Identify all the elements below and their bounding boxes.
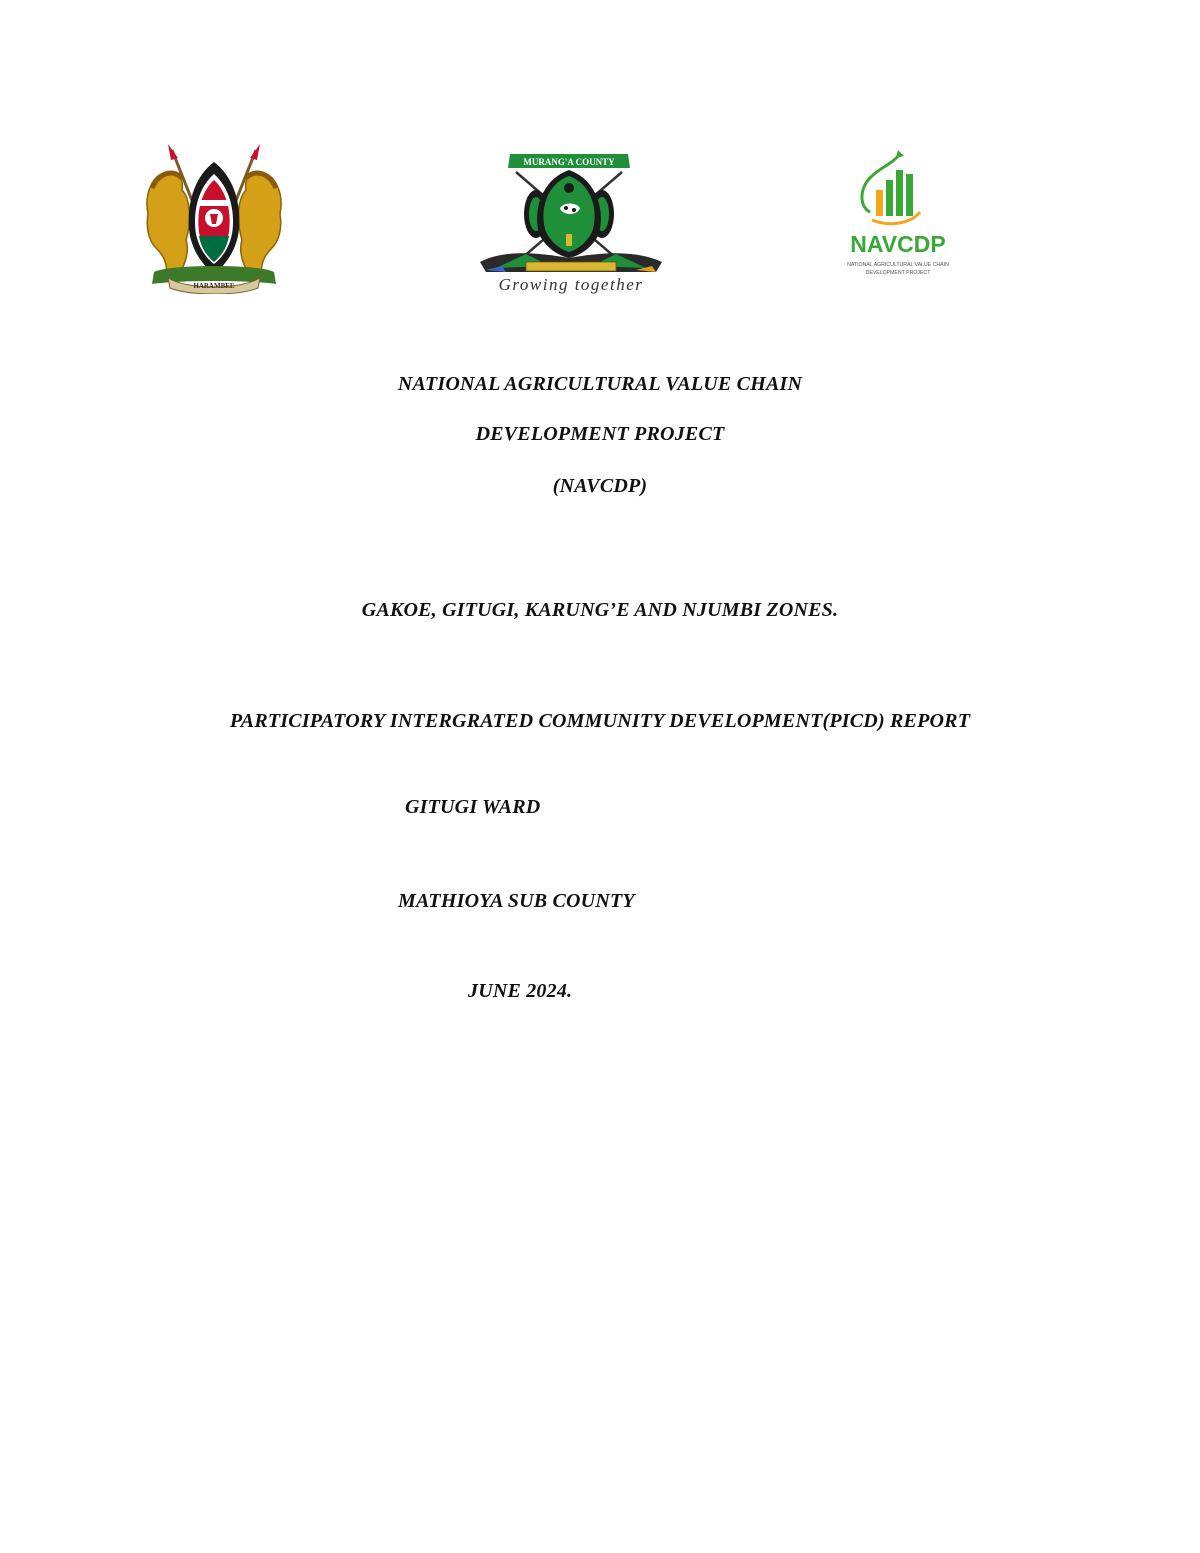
ward-name: GITUGI WARD: [405, 796, 541, 818]
sub-county-name: MATHIOYA SUB COUNTY: [398, 890, 635, 912]
kenya-coat-of-arms-icon: [138, 144, 290, 294]
navcdp-acronym: NAVCDP: [850, 231, 946, 257]
coat-of-arms-motto: HARAMBEE: [193, 282, 235, 290]
project-title-line1: NATIONAL AGRICULTURAL VALUE CHAIN: [397, 373, 803, 395]
muranga-county-logo-icon: [466, 150, 676, 296]
county-tagline: Growing together: [498, 275, 644, 294]
report-title: PARTICIPATORY INTERGRATED COMMUNITY DEVELOPMENT(PICD) REPORT: [229, 710, 971, 732]
navcdp-logo-icon: [842, 146, 952, 286]
county-banner-text: MURANG'A COUNTY: [523, 157, 615, 167]
report-date: JUNE 2024.: [468, 980, 573, 1002]
navcdp-subtitle-line1: NATIONAL AGRICULTURAL VALUE CHAIN: [847, 262, 949, 268]
project-title-line2: DEVELOPMENT PROJECT: [475, 423, 725, 445]
navcdp-subtitle-line2: DEVELOPMENT PROJECT: [865, 270, 931, 276]
project-acronym: (NAVCDP): [552, 475, 648, 497]
zones-heading: GAKOE, GITUGI, KARUNG’E AND NJUMBI ZONES.: [361, 599, 839, 621]
